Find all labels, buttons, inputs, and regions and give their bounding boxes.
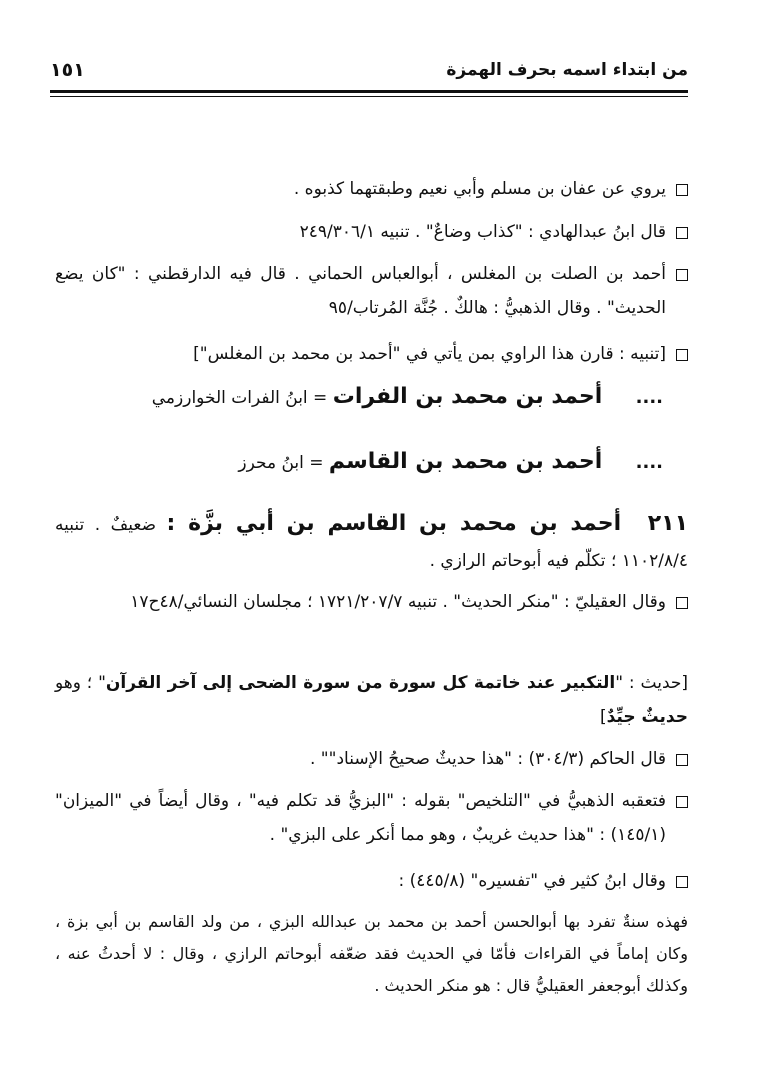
square-bullet-icon [676, 796, 688, 808]
entry-line-3 [55, 257, 688, 325]
line-text: فتعقبه الذهبيُّ في "التلخيص" بقوله : "البزيُّ قد تكلم فيه" ، وقال أيضاً في "الميزان" (١٤٥/١) : "هذا حديث غريبٌ ، وهو مما أنكر على البزي" . [55, 791, 666, 845]
entry-211 [55, 506, 688, 579]
square-bullet-icon [676, 754, 688, 766]
hadith-close: ] [599, 707, 607, 727]
entry-line-8 [55, 864, 688, 898]
entry-number: ٢١١ [647, 511, 689, 536]
hadith-open: [حديث : " [615, 673, 689, 693]
narrator-name: أحمد بن محمد بن القاسم [328, 449, 603, 474]
line-text: قال الحاكم (٣٠٤/٣) : "هذا حديثٌ صحيحُ الإسناد"" . [310, 749, 666, 769]
square-bullet-icon [676, 184, 688, 196]
entry-line-6 [55, 742, 688, 776]
ellipsis: .... [635, 387, 663, 408]
running-title: من ابتداء اسمه بحرف الهمزة [446, 60, 688, 80]
quote-text: فهذه سنةٌ تفرد بها أبوالحسن أحمد بن محمد بن عبدالله البزي ، من ولد القاسم بن أبي بزة ، وكان إماماً في القراءات فأمّا في الحديث فقد ضعّفه أبوحاتم الرازي ، وقال : لا أحدثُ عنه ، وكذلك أبوجعفر العقيليُّ قال : هو منكر الحديث . [55, 912, 688, 995]
entry-line-1 [55, 172, 688, 206]
square-bullet-icon [676, 227, 688, 239]
narrator-name: أحمد بن محمد بن القاسم بن أبي بزَّة : [166, 511, 622, 536]
entry-line-4 [55, 337, 688, 371]
square-bullet-icon [676, 269, 688, 281]
line-text: وقال ابنُ كثير في "تفسيره" (٤٤٥/٨) : [398, 871, 666, 891]
quoted-passage [55, 906, 688, 1002]
line-text: قال ابنُ عبدالهادي : "كذاب وضاعٌ" . تنبيه ٢٤٩/٣٠٦/١ [299, 222, 666, 242]
square-bullet-icon [676, 597, 688, 609]
page-header [50, 52, 688, 88]
header-rule-thick [50, 90, 688, 93]
cross-reference-1 [55, 380, 663, 415]
hadith-text: التكبير عند خاتمة كل سورة من سورة الضحى إلى آخر القرآن [105, 673, 616, 693]
line-text: أحمد بن الصلت بن المغلس ، أبوالعباس الحماني . قال فيه الدارقطني : "كان يضع الحديث" . وقال الذهبيُّ : هالكٌ . جُنَّة المُرتاب/٩٥ [55, 264, 666, 318]
entry-line-2 [55, 215, 688, 249]
entry-text: ضعيفٌ . تنبيه ١١٠٢/٨/٤ ؛ تكلّم فيه أبوحاتم الرازي . [55, 515, 688, 571]
ellipsis: .... [635, 452, 663, 473]
cross-reference-2 [55, 445, 663, 480]
line-text: وقال العقيليّ : "منكر الحديث" . تنبيه ١٧٢١/٢٠٧/٧ ؛ مجلسان النسائي/٤٨ح١٧ [130, 592, 666, 612]
reference-text: = ابنُ محرز [238, 453, 324, 473]
line-text: [تنبيه : قارن هذا الراوي بمن يأتي في "أحمد بن محمد بن المغلس"] [193, 344, 666, 364]
entry-line-7 [55, 784, 688, 852]
square-bullet-icon [676, 876, 688, 888]
square-bullet-icon [676, 349, 688, 361]
page-number: ١٥١ [50, 59, 85, 81]
header-rule-thin [50, 96, 688, 97]
line-text: يروي عن عفان بن مسلم وأبي نعيم وطبقتهما كذبوه . [293, 179, 666, 199]
narrator-name: أحمد بن محمد بن الفرات [332, 384, 603, 409]
hadith-mid: " ؛ وهو [55, 673, 106, 693]
hadith-grade: حديثٌ جيِّدٌ [606, 707, 688, 727]
reference-text: = ابنُ الفرات الخوارزمي [151, 388, 328, 408]
entry-line-5 [55, 585, 688, 619]
hadith-note [55, 666, 688, 734]
